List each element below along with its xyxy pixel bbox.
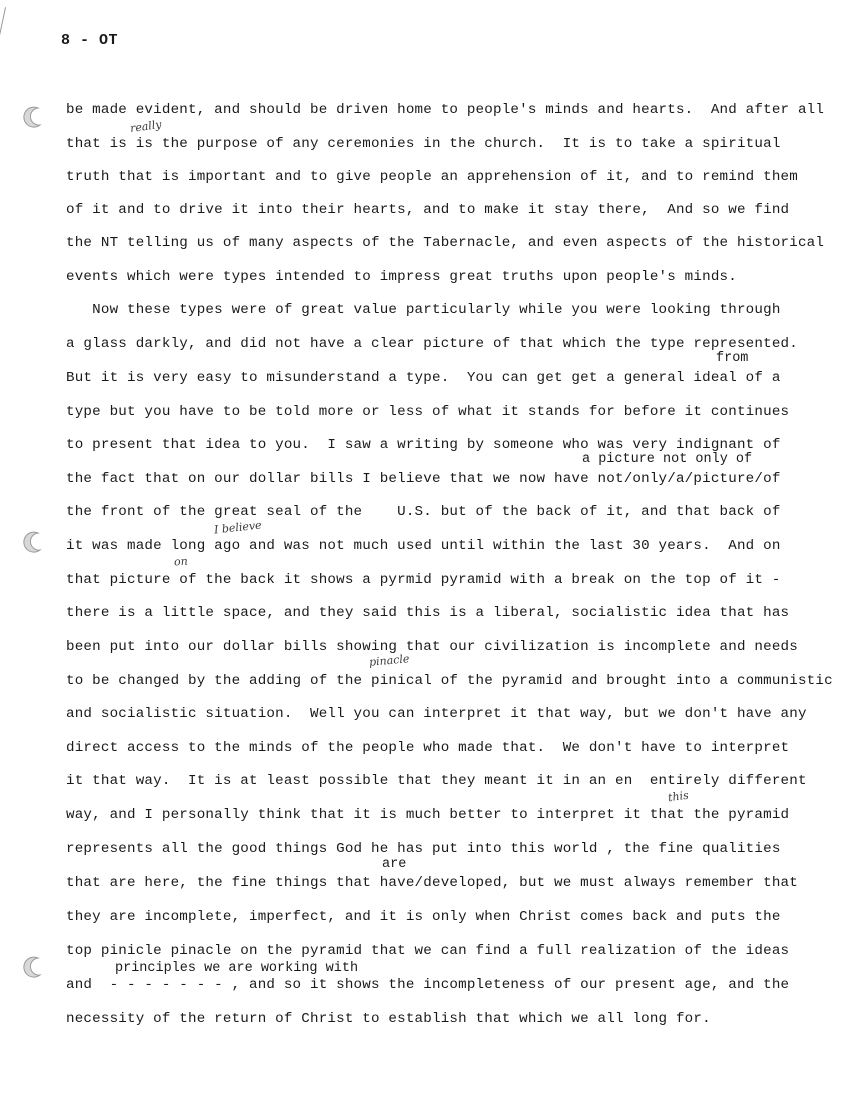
typed-insert-picture: a picture not only of [582,452,753,467]
typed-insert-from: from [716,351,749,366]
text-line: that is is the purpose of any ceremonies in the church. It is to take a spiritual [66,136,781,152]
text-line: of it and to drive it into their hearts, and to make it stay there, And so we find [66,202,790,218]
typed-insert-principles: principles we are working with [115,961,359,976]
handwritten-insert-on: on [173,554,189,569]
text-line: that are here, the fine things that have/developed, but we must always remember that [66,875,798,891]
text-line: to be changed by the adding of the pinical of the pyramid and brought into a communistic [66,673,833,689]
margin-pencil-mark [0,7,16,37]
text-line: top pinicle pinacle on the pyramid that we can find a full realization of the ideas [66,943,790,959]
handwritten-insert-i-believe: I believe [213,518,263,537]
text-line: that picture of the back it shows a pyrmid pyramid with a break on the top of it - [66,572,781,588]
text-line: necessity of the return of Christ to establish that which we all long for. [66,1011,711,1027]
text-line: Now these types were of great value particularly while you were looking through [66,302,781,318]
handwritten-insert-this: this [667,788,690,805]
typed-insert-are: are [382,857,407,872]
text-line: be made evident, and should be driven home to people's minds and hearts. And after all [66,102,825,118]
handwritten-insert-really: really [129,117,163,136]
text-line: way, and I personally think that it is much better to interpret it that the pyramid [66,807,790,823]
text-line: it that way. It is at least possible that they meant it in an en entirely different [66,773,807,789]
text-line: the NT telling us of many aspects of the Tabernacle, and even aspects of the historical [66,235,825,251]
punch-hole-icon [20,105,44,129]
text-line: But it is very easy to misunderstand a type. You can get get a general ideal of a [66,370,781,386]
text-line: and socialistic situation. Well you can interpret it that way, but we don't have any [66,706,807,722]
text-line: direct access to the minds of the people who made that. We don't have to interpret [66,740,790,756]
text-line: the front of the great seal of the U.S. but of the back of it, and that back of [66,504,781,520]
text-line: it was made long ago and was not much used until within the last 30 years. And on [66,538,781,554]
text-line: there is a little space, and they said this is a liberal, socialistic idea that has [66,605,790,621]
text-line: truth that is important and to give people an apprehension of it, and to remind them [66,169,798,185]
handwritten-insert-pinacle: pinacle [368,652,410,669]
text-line: represents all the good things God he has put into this world , the fine qualities [66,841,781,857]
text-line: and - - - - - - - , and so it shows the incompleteness of our present age, and the [66,977,790,993]
text-line: they are incomplete, imperfect, and it is only when Christ comes back and puts the [66,909,781,925]
page-number: 8 - OT [61,32,119,49]
text-line: type but you have to be told more or less of what it stands for before it continues [66,404,790,420]
text-line: events which were types intended to impress great truths upon people's minds. [66,269,737,285]
punch-hole-icon [20,955,44,979]
text-line: to present that idea to you. I saw a writing by someone who was very indignant of [66,437,781,453]
text-line: the fact that on our dollar bills I believe that we now have not/only/a/picture/of [66,471,781,487]
text-line: a glass darkly, and did not have a clear picture of that which the type represented. [66,336,798,352]
text-line: been put into our dollar bills showing that our civilization is incomplete and needs [66,639,798,655]
punch-hole-icon [20,530,44,554]
